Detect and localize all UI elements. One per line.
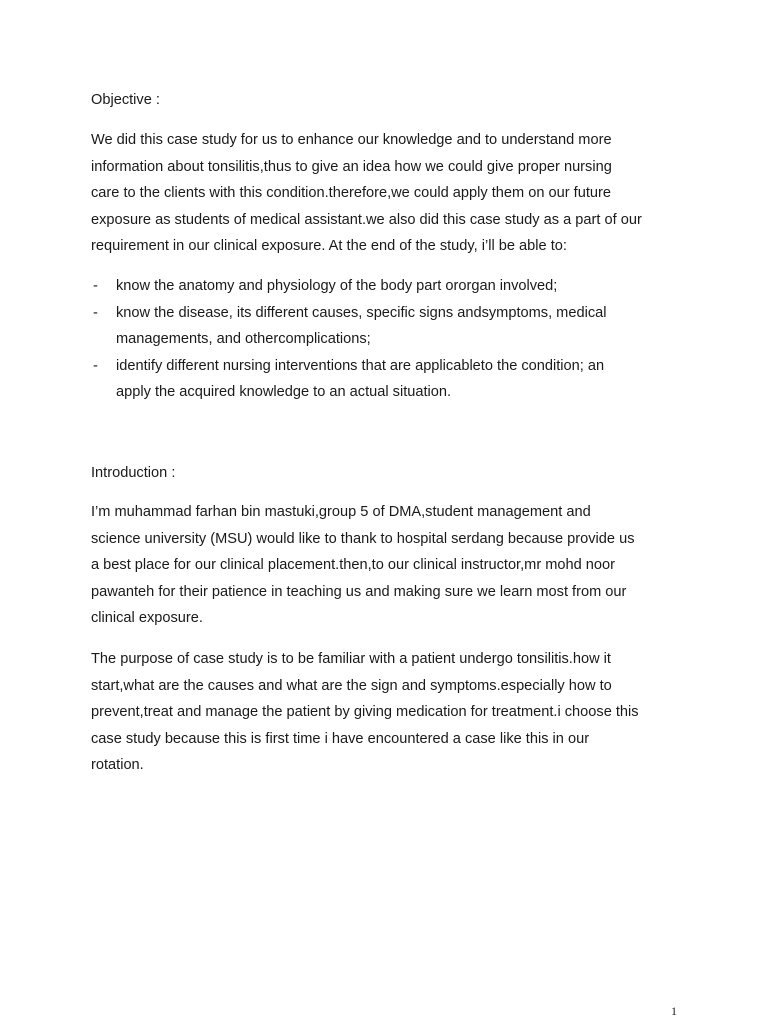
paragraph-line: start,what are the causes and what are the sign and symptoms.especially how to <box>91 677 612 694</box>
objective-list <box>91 273 606 406</box>
list-item-line: identify different nursing interventions that are applicableto the condition; an <box>116 357 605 374</box>
purpose-paragraph <box>91 646 701 779</box>
bullet-dash: - <box>93 357 98 374</box>
paragraph-line: science university (MSU) would like to thank to hospital serdang because provide us <box>91 530 635 547</box>
bullet-dash: - <box>93 304 98 321</box>
paragraph-line: pawanteh for their patience in teaching us and making sure we learn most from our <box>91 583 627 600</box>
paragraph-line: clinical exposure. <box>91 610 203 627</box>
list-item-line: apply the acquired knowledge to an actual situation. <box>116 384 452 401</box>
bullet-dash: - <box>93 278 98 294</box>
paragraph-line: prevent,treat and manage the patient by giving medication for treatment.i choose this <box>91 704 639 721</box>
objective-paragraph <box>91 127 701 260</box>
list-item-line: managements, and othercomplications; <box>116 331 371 348</box>
objective-heading: Objective : <box>91 92 160 108</box>
paragraph-line: We did this case study for us to enhance our knowledge and to understand more <box>91 132 612 148</box>
list-item <box>91 300 606 353</box>
introduction-heading: Introduction : <box>91 465 176 481</box>
page-number: 1 <box>671 1004 677 1018</box>
list-item <box>91 353 606 406</box>
paragraph-line: case study because this is first time i have encountered a case like this in our <box>91 730 590 747</box>
list-item <box>91 273 606 300</box>
paragraph-line: requirement in our clinical exposure. At the end of the study, i’ll be able to: <box>91 238 567 255</box>
list-item-line: know the disease, its different causes, specific signs andsymptoms, medical <box>116 304 607 321</box>
paragraph-line: exposure as students of medical assistant.we also did this case study as a part of our <box>91 211 642 228</box>
paragraph-line: rotation. <box>91 757 144 774</box>
list-item-line: know the anatomy and physiology of the body part ororgan involved; <box>116 278 558 294</box>
paragraph-line: a best place for our clinical placement.then,to our clinical instructor,mr mohd noor <box>91 557 616 574</box>
paragraph-line: I’m muhammad farhan bin mastuki,group 5 of DMA,student management and <box>91 504 591 520</box>
paragraph-line: The purpose of case study is to be familiar with a patient undergo tonsilitis.how it <box>91 651 611 667</box>
paragraph-line: information about tonsilitis,thus to give an idea how we could give proper nursing <box>91 158 612 175</box>
paragraph-line: care to the clients with this condition.therefore,we could apply them on our future <box>91 185 611 202</box>
introduction-paragraph <box>91 499 701 632</box>
